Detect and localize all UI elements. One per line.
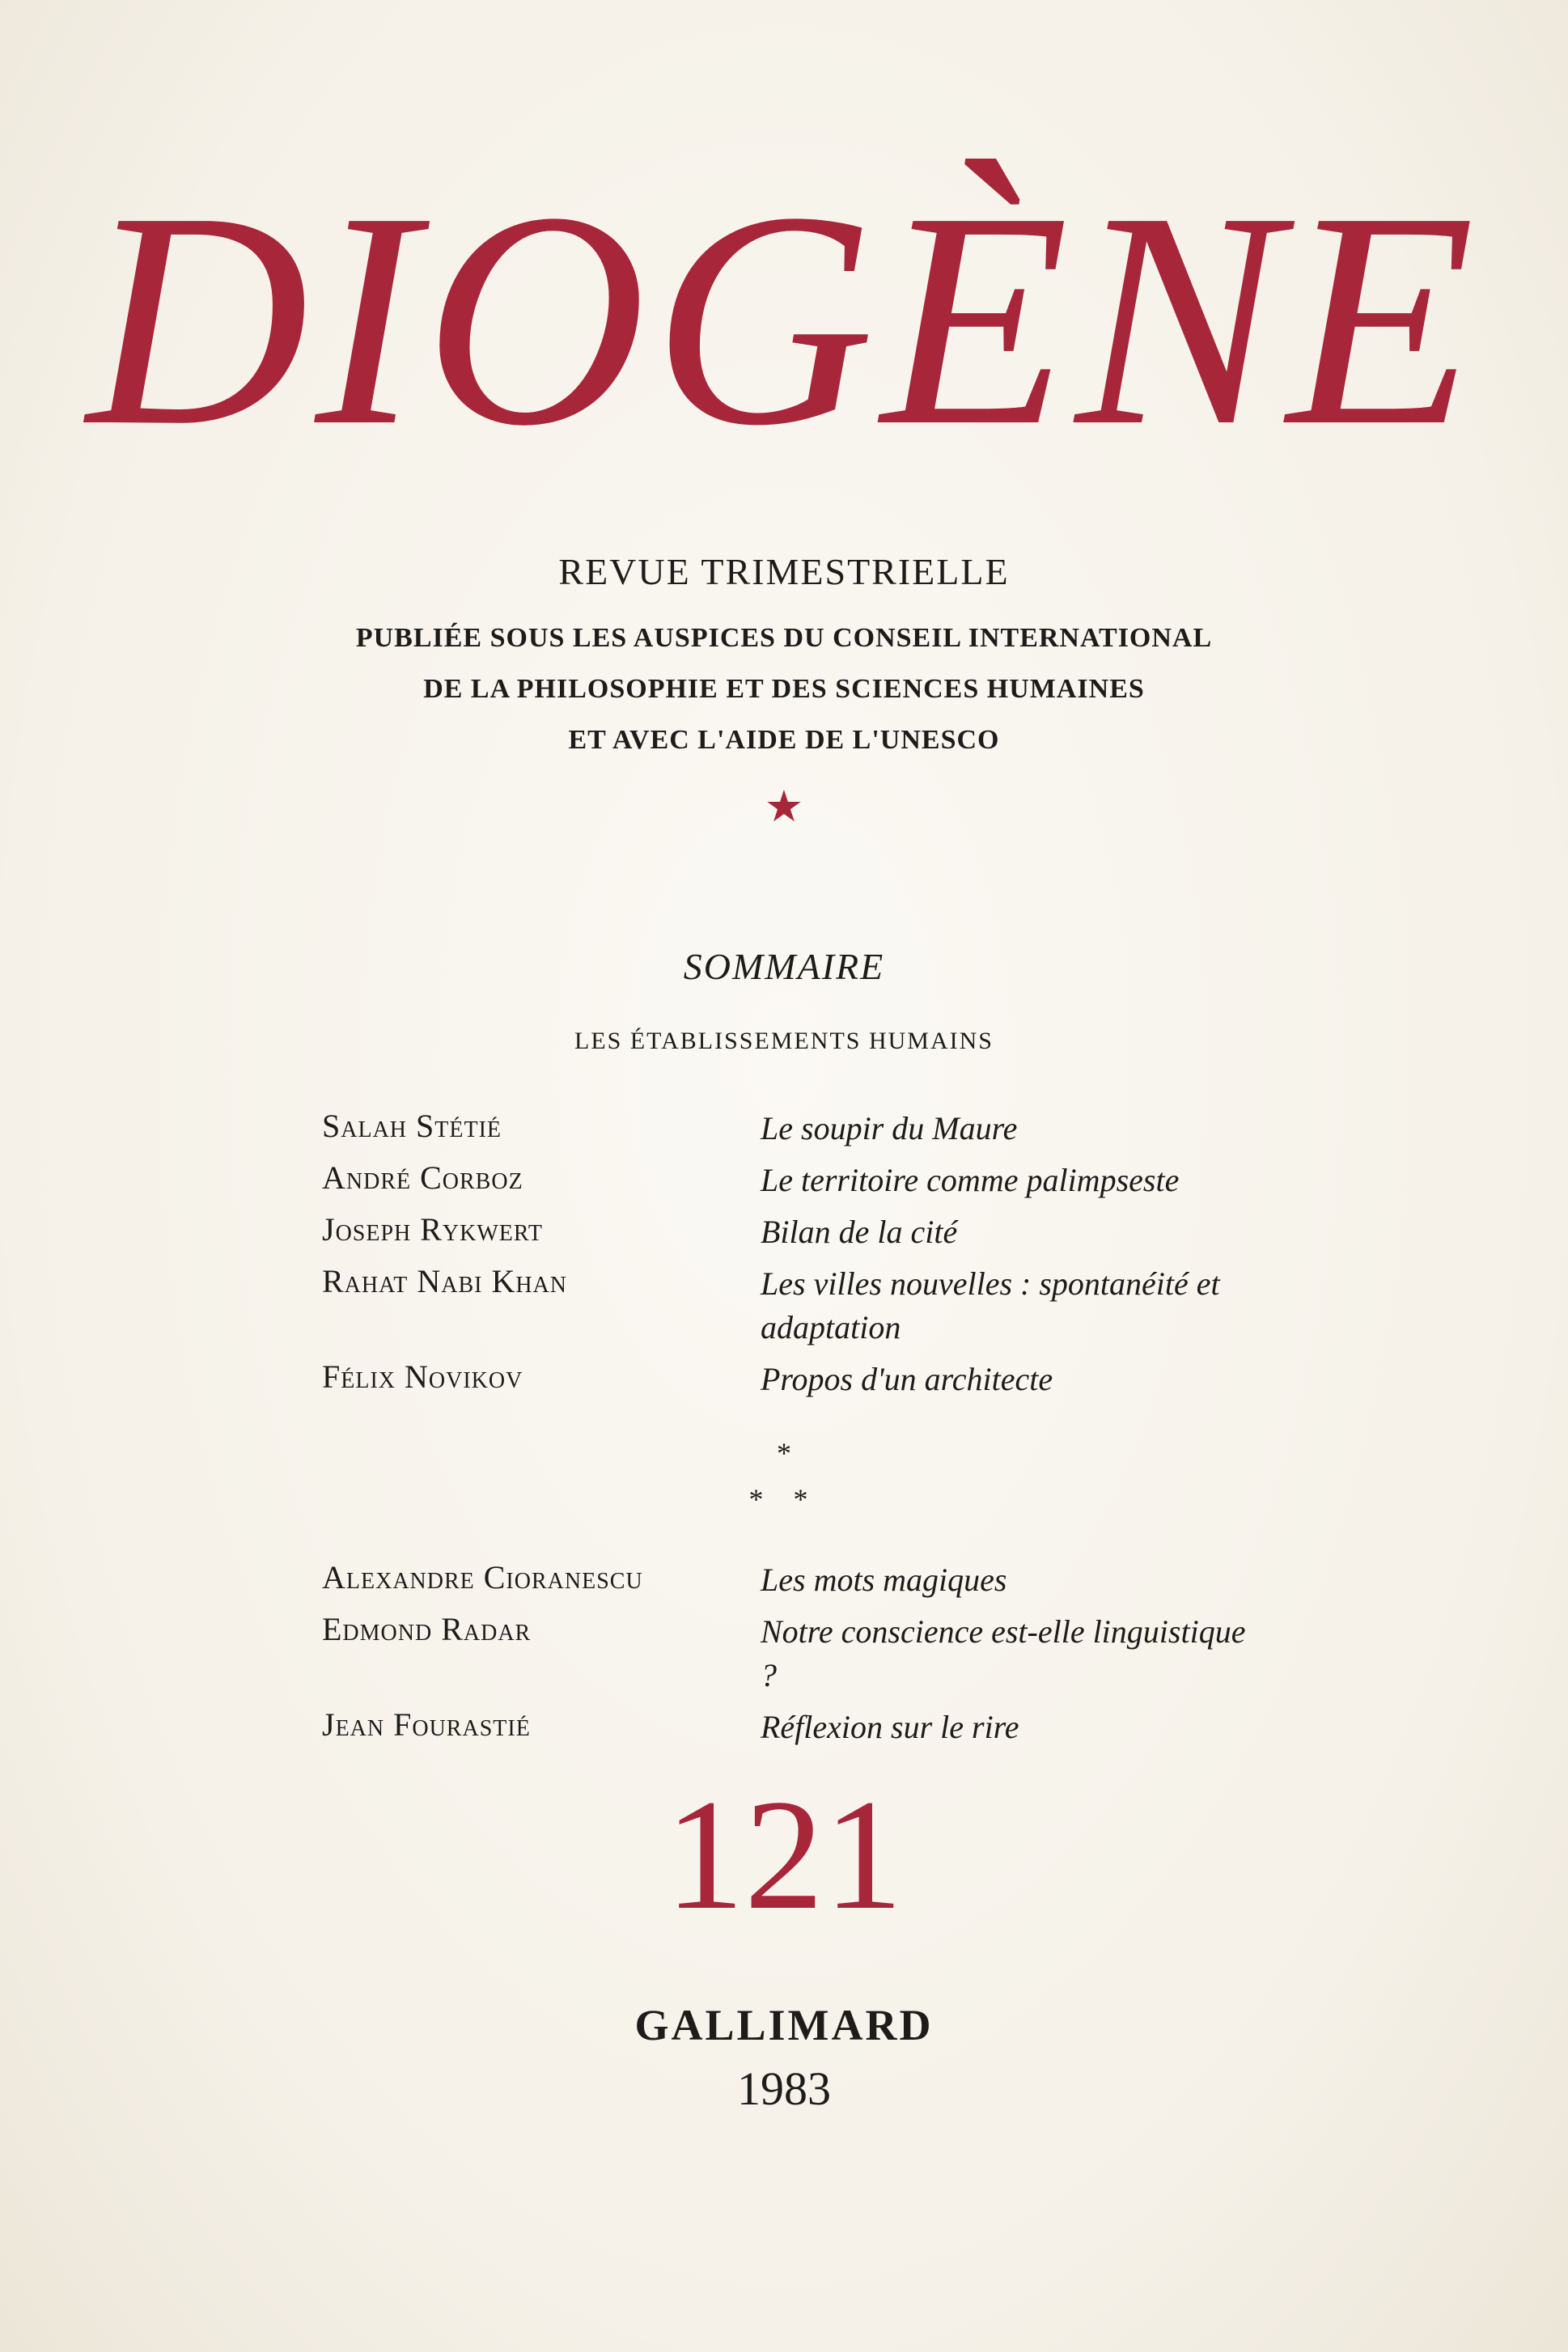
star-icon: ★ (764, 782, 804, 831)
toc-author: Edmond Radar (322, 1611, 532, 1647)
subtitle: REVUE TRIMESTRIELLE (558, 551, 1010, 592)
masthead-title: DIOGÈNE (87, 149, 1481, 489)
toc-title: Notre conscience est-elle linguistique ? (761, 1613, 1246, 1693)
toc-title: Propos d'un architecte (761, 1361, 1053, 1397)
separator-asterisks: * * (748, 1483, 820, 1515)
toc-author: Alexandre Cioranescu (322, 1559, 643, 1596)
toc-author: Félix Novikov (322, 1358, 523, 1395)
separator-asterisk: * (777, 1437, 791, 1469)
publisher-line-3: ET AVEC L'AIDE DE L'UNESCO (568, 725, 1000, 755)
toc-title: Les villes nouvelles : spontanéité et adaptation (761, 1265, 1220, 1346)
toc-title: Bilan de la cité (761, 1214, 958, 1250)
toc-author: Salah Stétié (322, 1108, 502, 1144)
publisher-line-1: PUBLIÉE SOUS LES AUSPICES DU CONSEIL INTERNATIONAL (355, 623, 1213, 653)
toc-title: Le soupir du Maure (761, 1110, 1018, 1146)
toc-author: Jean Fourastié (322, 1706, 531, 1743)
issue-number: 121 (665, 1767, 903, 1943)
issue-theme: LES ÉTABLISSEMENTS HUMAINS (574, 1028, 994, 1054)
publication-year: 1983 (737, 2062, 831, 2115)
toc-title: Réflexion sur le rire (761, 1709, 1019, 1745)
toc-title: Le territoire comme palimpseste (761, 1162, 1180, 1198)
sommaire-heading: SOMMAIRE (683, 946, 885, 987)
toc-author: Joseph Rykwert (322, 1211, 544, 1248)
toc-title: Les mots magiques (761, 1562, 1007, 1598)
publisher-name: GALLIMARD (634, 2001, 934, 2049)
publisher-line-2: DE LA PHILOSOPHIE ET DES SCIENCES HUMAINES (423, 674, 1145, 704)
toc-author: André Corboz (322, 1159, 523, 1196)
toc-author: Rahat Nabi Khan (322, 1263, 567, 1299)
